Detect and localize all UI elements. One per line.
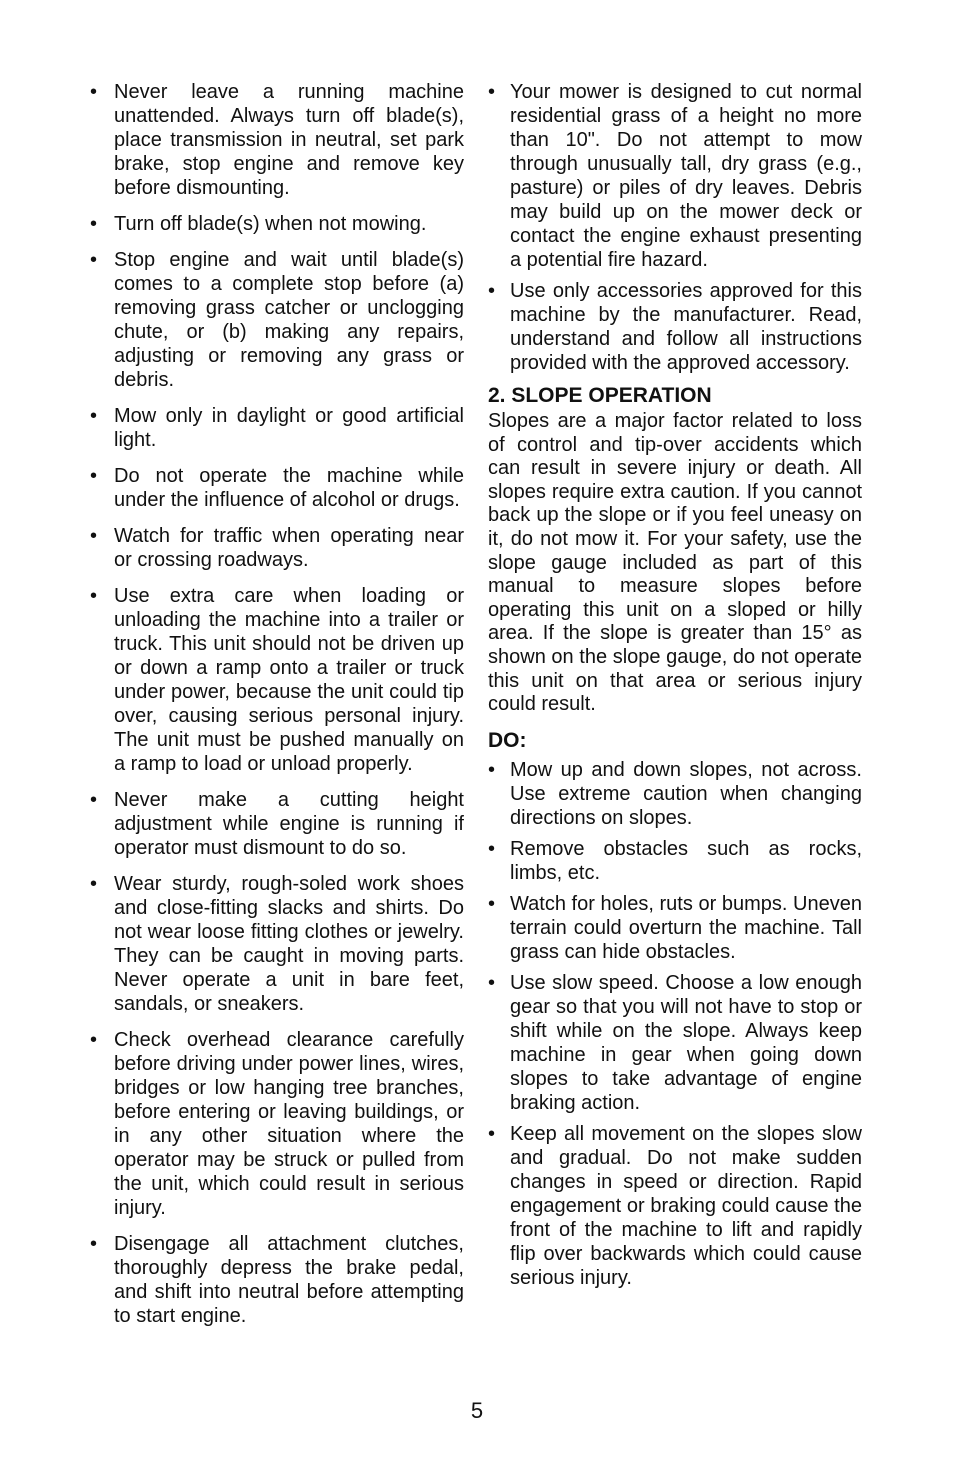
list-item: • Use slow speed. Choose a low enough gear so that you will not have to stop or shift while on the slope. Always keep machine in gear when going down slopes to take advantage of engine braking action. xyxy=(488,971,862,1115)
list-item: • Check overhead clearance carefully before driving under power lines, wires, bridges or low hanging tree branches, before entering or leaving buildings, or in any other situation where the operator may be struck or pulled from the unit, which could result in serious injury. xyxy=(90,1028,464,1220)
slope-operation-paragraph: Slopes are a major factor related to loss of control and tip-over accidents which can result in severe injury or death. All slopes require extra caution. If you cannot back up the slope or if you feel uneasy on it, do not mow it. For your safety, use the slope gauge included as part of this manual to measure slopes before operating this unit on a sloped or hilly area. If the slope is greater than 15° as shown on the slope gauge, do not operate this unit on that area or serious injury could result. xyxy=(488,410,862,716)
general-rules-list xyxy=(488,80,862,375)
list-item: • Watch for traffic when operating near or crossing roadways. xyxy=(90,524,464,572)
list-item: • Your mower is designed to cut normal residential grass of a height no more than 10". Do not attempt to mow through unusually tall, dry grass (e.g., pasture) or piles of dry leaves. Debris may build up on the mower deck or contact the engine exhaust presenting a potential fire hazard. xyxy=(488,80,862,272)
list-item: • Wear sturdy, rough-soled work shoes and close-fitting slacks and shirts. Do not wear loose fitting clothes or jewelry. They can be caught in moving parts. Never operate a unit in bare feet, sandals, or sneakers. xyxy=(90,872,464,1016)
list-item: • Mow only in daylight or good artificial light. xyxy=(90,404,464,452)
do-list xyxy=(488,758,862,1290)
list-item: • Do not operate the machine while under the influence of alcohol or drugs. xyxy=(90,464,464,512)
slope-operation-heading: 2. SLOPE OPERATION xyxy=(488,384,712,407)
list-item: • Remove obstacles such as rocks, limbs, etc. xyxy=(488,837,862,885)
list-item: • Mow up and down slopes, not across. Use extreme caution when changing directions on slopes. xyxy=(488,758,862,830)
list-item: • Keep all movement on the slopes slow and gradual. Do not make sudden changes in speed or direction. Rapid engagement or braking could cause the front of the machine to lift and rapidly flip over backwards which could cause serious injury. xyxy=(488,1122,862,1290)
list-item: • Stop engine and wait until blade(s) comes to a complete stop before (a) removing grass catcher or unclogging chute, or (b) making any repairs, adjusting or removing any grass or debris. xyxy=(90,248,464,392)
right-column xyxy=(488,80,862,1297)
list-item: • Use extra care when loading or unloading the machine into a trailer or truck. This unit should not be driven up or down a ramp onto a trailer or truck under power, because the unit could tip over, causing serious personal injury. The unit must be pushed manually on a ramp to load or unload properly. xyxy=(90,584,464,776)
list-item: • Never make a cutting height adjustment while engine is running if operator must dismount to do so. xyxy=(90,788,464,860)
list-item: • Never leave a running machine unattended. Always turn off blade(s), place transmission in neutral, set park brake, stop engine and remove key before dismounting. xyxy=(90,80,464,200)
list-item: • Turn off blade(s) when not mowing. xyxy=(90,212,464,236)
do-heading: DO: xyxy=(488,728,527,752)
safety-rules-list xyxy=(90,80,464,1328)
list-item: • Watch for holes, ruts or bumps. Uneven terrain could overturn the machine. Tall grass can hide obstacles. xyxy=(488,892,862,964)
page-number: 5 xyxy=(470,1398,484,1423)
list-item: • Use only accessories approved for this machine by the manufacturer. Read, understand and follow all instructions provided with the approved accessory. xyxy=(488,279,862,375)
list-item: • Disengage all attachment clutches, thoroughly depress the brake pedal, and shift into neutral before attempting to start engine. xyxy=(90,1232,464,1328)
left-column xyxy=(90,80,464,1340)
